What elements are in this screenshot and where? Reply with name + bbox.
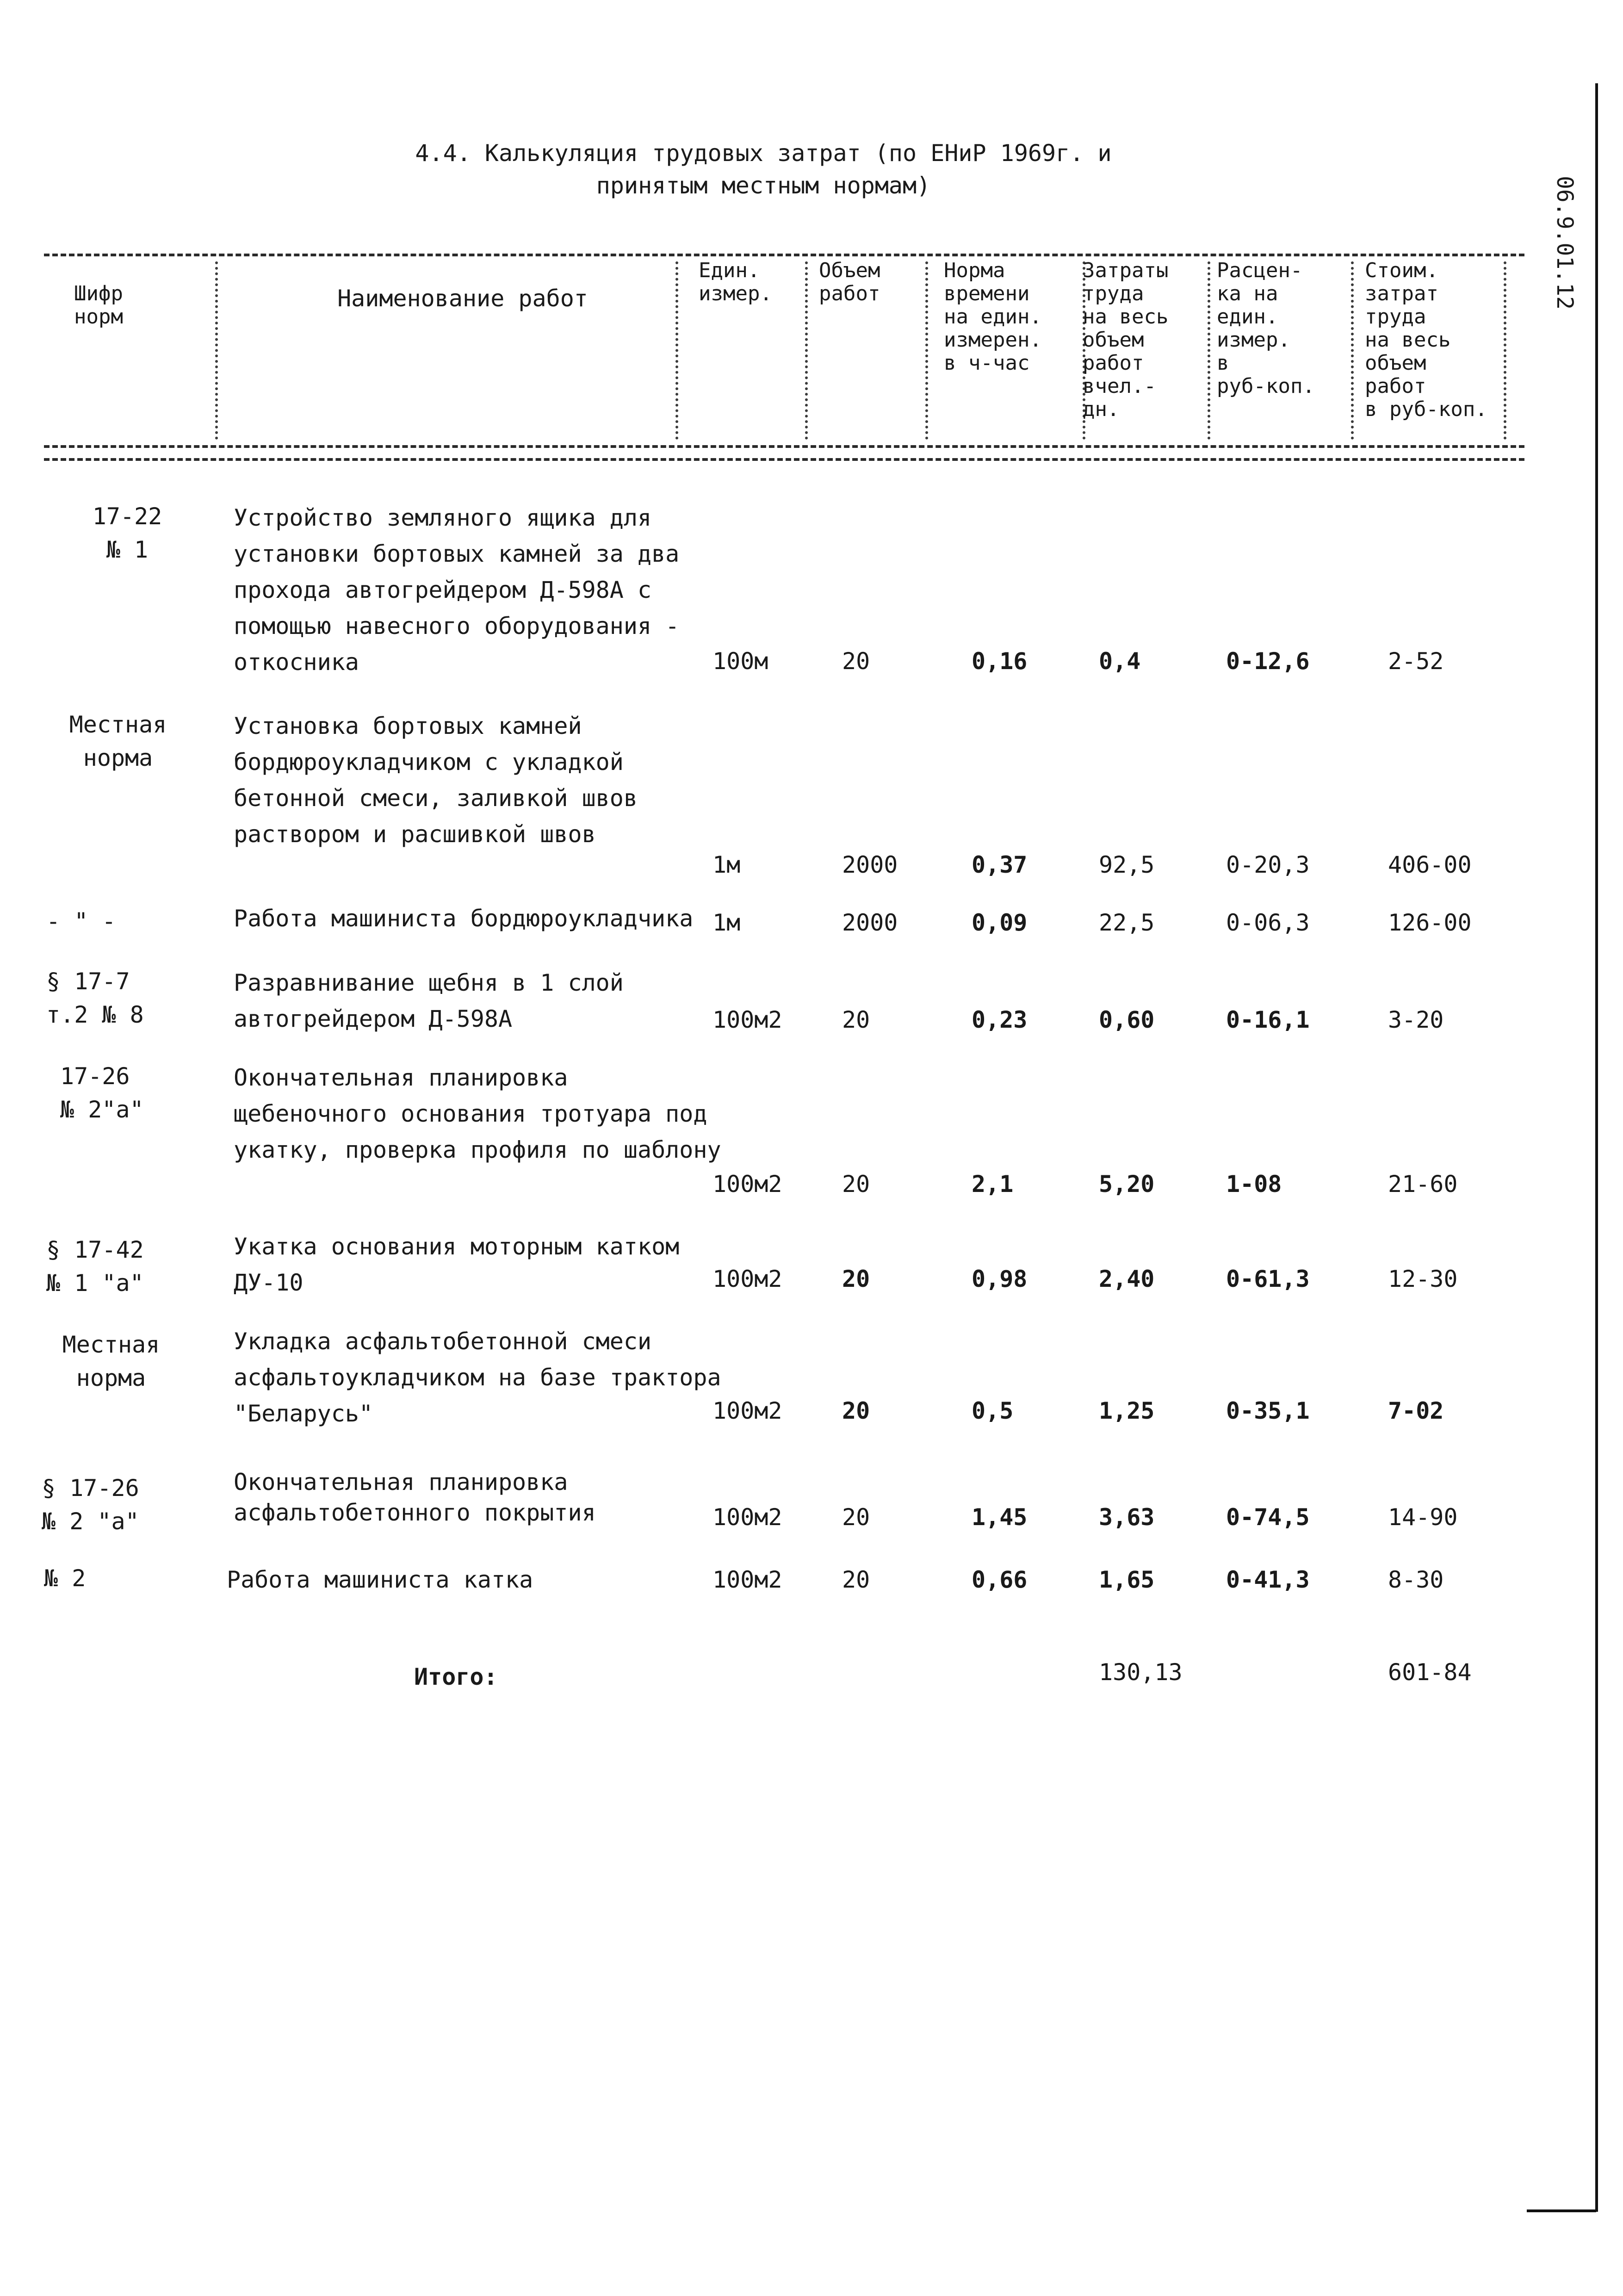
row-unit: 100м — [712, 648, 768, 675]
column-separator — [675, 261, 678, 440]
row-labor-cost: 0,4 — [1099, 648, 1141, 675]
row-labor-cost: 22,5 — [1099, 909, 1155, 936]
side-stamp: 06.9.01.12 — [1552, 176, 1578, 310]
header-bottom-rule — [44, 445, 1524, 448]
row-total-cost: 406-00 — [1388, 851, 1472, 878]
header-bottom-rule-2 — [44, 458, 1524, 461]
row-labor-cost: 2,40 — [1099, 1266, 1155, 1292]
row-rate: 1-08 — [1226, 1171, 1282, 1198]
row-labor-cost: 92,5 — [1099, 851, 1155, 878]
row-volume: 20 — [842, 1171, 870, 1198]
row-norm-code: 17-22 № 1 — [92, 503, 162, 563]
row-rate: 0-41,3 — [1226, 1566, 1310, 1593]
row-work-name: Укатка основания моторным катком ДУ-10 — [234, 1233, 680, 1296]
row-labor-cost: 0,60 — [1099, 1006, 1155, 1033]
row-volume: 20 — [842, 1504, 870, 1531]
header-top-rule — [44, 254, 1524, 256]
row-total-cost: 21-60 — [1388, 1171, 1458, 1198]
column-separator — [215, 261, 218, 440]
document-subtitle: принятым местным нормам) — [596, 172, 931, 199]
row-volume: 2000 — [842, 851, 898, 878]
header-volume: Объем работ — [819, 259, 880, 305]
total-labor-cost: 130,13 — [1099, 1659, 1183, 1686]
row-work-name: Разравнивание щебня в 1 слой автогрейдером Д-598А — [234, 969, 624, 1032]
margin-frame-foot — [1527, 2209, 1596, 2212]
row-labor-cost: 3,63 — [1099, 1504, 1155, 1531]
row-volume: 20 — [842, 648, 870, 675]
row-norm: 0,16 — [972, 648, 1028, 675]
row-unit: 100м2 — [712, 1266, 782, 1292]
row-unit: 1м — [712, 851, 741, 878]
row-work-name: Установка бортовых камней бордюроукладчиком с укладкой бетонной смеси, заливкой швов раствором и расшивкой швов — [234, 713, 638, 848]
header-labor-cost: Затраты труда на весь объем работ вчел.- дн. — [1083, 259, 1169, 421]
total-label: Итого: — [414, 1663, 498, 1690]
row-norm: 0,23 — [972, 1006, 1028, 1033]
column-separator — [925, 261, 928, 440]
row-norm-code: Местная норма — [62, 1331, 160, 1391]
column-separator — [1208, 261, 1210, 440]
row-work-name: Работа машиниста бордюроукладчика — [234, 905, 694, 932]
row-total-cost: 7-02 — [1388, 1397, 1444, 1424]
header-norm: Норма времени на един. измерен. в ч-час — [944, 259, 1042, 375]
row-total-cost: 2-52 — [1388, 648, 1444, 675]
row-rate: 0-16,1 — [1226, 1006, 1310, 1033]
row-total-cost: 3-20 — [1388, 1006, 1444, 1033]
row-volume: 20 — [842, 1397, 870, 1424]
column-separator — [1504, 261, 1506, 440]
row-rate: 0-20,3 — [1226, 851, 1310, 878]
row-unit: 100м2 — [712, 1171, 782, 1198]
row-labor-cost: 1,25 — [1099, 1397, 1155, 1424]
row-work-name: Работа машиниста катка — [227, 1566, 533, 1593]
row-total-cost: 126-00 — [1388, 909, 1472, 936]
header-unit: Един. измер. — [699, 259, 772, 305]
header-rate: Расцен- ка на един. измер. в руб-коп. — [1217, 259, 1315, 398]
row-rate: 0-61,3 — [1226, 1266, 1310, 1292]
row-rate: 0-74,5 — [1226, 1504, 1310, 1531]
row-norm: 0,98 — [972, 1266, 1028, 1292]
document-title: 4.4. Калькуляция трудовых затрат (по ЕНиР 1969г. и — [415, 140, 1112, 167]
row-unit: 100м2 — [712, 1566, 782, 1593]
row-norm-code: § 17-42 № 1 "а" — [46, 1236, 144, 1297]
row-rate: 0-35,1 — [1226, 1397, 1310, 1424]
row-total-cost: 8-30 — [1388, 1566, 1444, 1593]
row-unit: 100м2 — [712, 1504, 782, 1531]
row-unit: 100м2 — [712, 1006, 782, 1033]
row-unit: 100м2 — [712, 1397, 782, 1424]
row-norm: 1,45 — [972, 1504, 1028, 1531]
column-separator — [805, 261, 808, 440]
row-norm: 0,66 — [972, 1566, 1028, 1593]
row-rate: 0-06,3 — [1226, 909, 1310, 936]
row-norm: 0,09 — [972, 909, 1028, 936]
row-total-cost: 12-30 — [1388, 1266, 1458, 1292]
row-rate: 0-12,6 — [1226, 648, 1310, 675]
row-norm: 0,5 — [972, 1397, 1014, 1424]
row-work-name: Окончательная планировка асфальтобетонного покрытия — [234, 1469, 596, 1526]
header-name: Наименование работ — [337, 285, 588, 312]
row-norm-code: § 17-26 № 2 "а" — [42, 1475, 139, 1535]
column-separator — [1351, 261, 1354, 440]
row-norm-code: 17-26 № 2"а" — [60, 1063, 144, 1123]
row-volume: 20 — [842, 1266, 870, 1292]
row-norm: 0,37 — [972, 851, 1028, 878]
margin-frame-line — [1595, 83, 1598, 2212]
row-volume: 20 — [842, 1566, 870, 1593]
header-code: Шифр норм — [74, 282, 123, 329]
row-work-name: Устройство земляного ящика для установки бортовых камней за два прохода автогрейдером Д-598А с помощью навесного оборудования - откосника — [234, 504, 680, 676]
header-total-cost: Стоим. затрат труда на весь объем работ в руб-коп. — [1365, 259, 1487, 421]
row-total-cost: 14-90 — [1388, 1504, 1458, 1531]
row-work-name: Укладка асфальтобетонной смеси асфальтоукладчиком на базе трактора "Беларусь" — [234, 1328, 721, 1427]
row-norm-code: № 2 — [44, 1565, 86, 1592]
row-labor-cost: 1,65 — [1099, 1566, 1155, 1593]
row-norm-code: - " - — [46, 908, 116, 935]
row-volume: 2000 — [842, 909, 898, 936]
total-cost-sum: 601-84 — [1388, 1659, 1472, 1686]
row-norm-code: § 17-7 т.2 № 8 — [46, 968, 144, 1028]
row-norm-code: Местная норма — [69, 711, 167, 771]
row-norm: 2,1 — [972, 1171, 1014, 1198]
row-unit: 1м — [712, 909, 741, 936]
row-volume: 20 — [842, 1006, 870, 1033]
row-labor-cost: 5,20 — [1099, 1171, 1155, 1198]
row-work-name: Окончательная планировка щебеночного основания тротуара под укатку, проверка профиля по шаблону — [234, 1064, 721, 1163]
